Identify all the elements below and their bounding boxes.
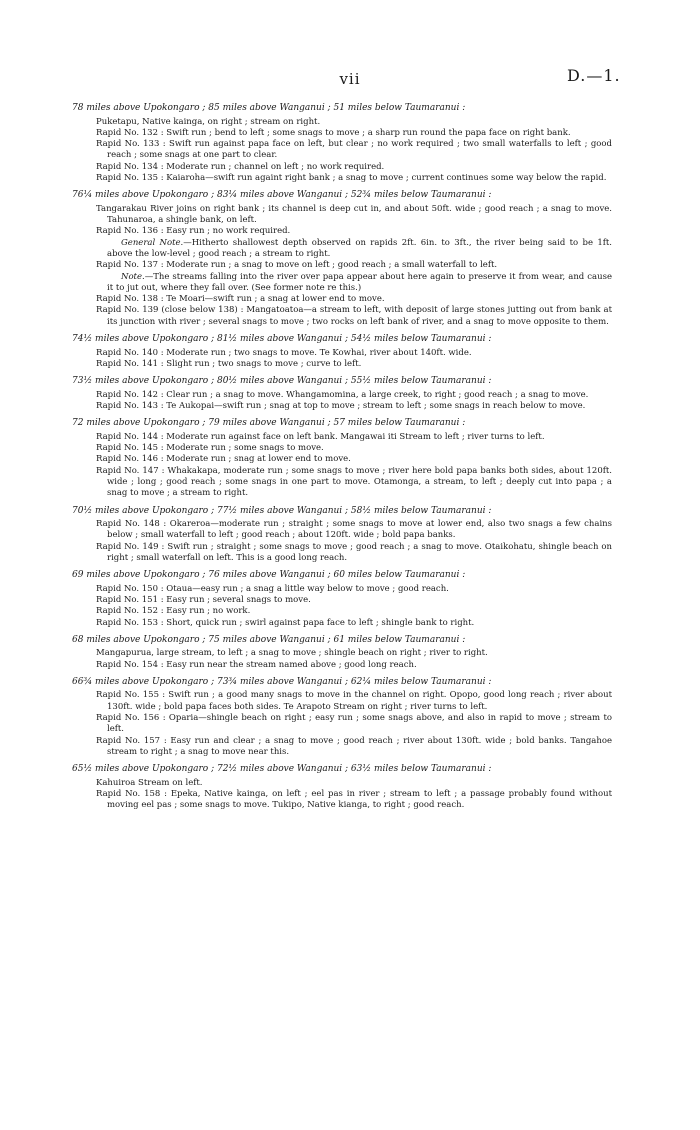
list-item: Rapid No. 150 : Otaua—easy run ; a snag a little way below to move ; good reach.	[96, 583, 449, 594]
list-item: Rapid No. 149 : Swift run ; straight ; some snags to move ; good reach ; a snag to move. Otaikohatu, shingle beach on right ; small waterfall on left. This is a good long reach.	[96, 541, 612, 563]
section-heading: 66¾ miles above Upokongaro ; 73¾ miles above Wanganui ; 62¼ miles below Taumaranui :	[72, 676, 492, 687]
list-item: Rapid No. 135 : Kaiaroha—swift run againt right bank ; a snag to move ; current continues some way below the rapid.	[96, 172, 607, 183]
section-73-miles	[72, 375, 612, 412]
list-item: Mangapurua, large stream, to left ; a snag to move ; shingle beach on right ; river to right.	[96, 648, 488, 659]
section-66-miles	[72, 676, 612, 758]
list-item: Rapid No. 158 : Epeka, Native kainga, on left ; eel pas in river ; stream to left ; a passage probably found without moving eel pas ; some snags to move. Tukipo, Native kianga, to right ; good reach.	[96, 789, 612, 811]
list-item: Rapid No. 155 : Swift run ; a good many snags to move in the channel on right. Opopo, good long reach ; river about 130ft. wide ; bold papa faces both sides. Te Arapoto Stream on right ; river turns to left.	[96, 690, 612, 712]
note	[96, 272, 612, 295]
section-70-miles	[72, 505, 612, 565]
list-item: Rapid No. 156 : Oparia—shingle beach on right ; easy run ; some snags above, and also in rapid to move ; stream to left.	[96, 713, 612, 735]
list-item: Rapid No. 136 : Easy run ; no work required.	[96, 226, 291, 237]
list-item: Rapid No. 143 : Te Aukopai—swift run ; snag at top to move ; stream to left ; some snags in reach below to move.	[96, 400, 586, 411]
list-item: Rapid No. 141 : Slight run ; two snags to move ; curve to left.	[96, 358, 362, 369]
list-item: Kahuiroa Stream on left.	[96, 777, 203, 788]
general-note	[96, 238, 612, 261]
document-body	[72, 102, 612, 817]
list-item: Rapid No. 137 : Moderate run ; a snag to move on left ; good reach ; a small waterfall to left.	[96, 260, 498, 271]
list-item: Rapid No. 154 : Easy run near the stream named above ; good long reach.	[96, 659, 417, 670]
section-heading: 65½ miles above Upokongaro ; 72½ miles above Wanganui ; 63½ miles below Taumaranui :	[72, 764, 492, 775]
list-item: Tangarakau River joins on right bank ; its channel is deep cut in, and about 50ft. wide ; good reach ; a snag to move. Tahunaroa, a shingle bank, on left.	[96, 203, 612, 226]
list-item: Rapid No. 134 : Moderate run ; channel on left ; no work required.	[96, 161, 385, 172]
section-78-miles	[72, 102, 612, 184]
list-item: Rapid No. 133 : Swift run against papa face on left, but clear ; no work required ; two small waterfalls to left ; good reach ; some snags at one part to clear.	[96, 139, 612, 161]
section-74-miles	[72, 333, 612, 370]
list-item: Rapid No. 147 : Whakakapa, moderate run ; some snags to move ; river here bold papa banks both sides, about 120ft. wide ; long ; good reach ; some snags in one part to move. Otamonga, a stream, to left ; deeply cut into papa ; a snag to move ; a stream to right.	[96, 465, 612, 499]
page-number: vii	[339, 70, 361, 88]
document-code: D.—1.	[567, 66, 621, 85]
section-68-miles	[72, 634, 612, 671]
section-heading: 73½ miles above Upokongaro ; 80½ miles above Wanganui ; 55½ miles below Taumaranui :	[72, 376, 492, 387]
general-note-label: General Note.	[121, 237, 184, 248]
section-72-miles	[72, 417, 612, 499]
note-label: Note.	[121, 271, 145, 282]
section-76-miles	[72, 189, 612, 328]
list-item: Rapid No. 138 : Te Moari—swift run ; a snag at lower end to move.	[96, 294, 385, 305]
list-item: Rapid No. 146 : Moderate run ; snag at lower end to move.	[96, 454, 351, 465]
section-65-miles	[72, 763, 612, 811]
section-heading: 70½ miles above Upokongaro ; 77½ miles above Wanganui ; 58½ miles below Taumaranui :	[72, 505, 492, 516]
section-heading: 72 miles above Upokongaro ; 79 miles above Wanganui ; 57 miles below Taumaranui :	[72, 418, 466, 429]
list-item: Rapid No. 139 (close below 138) : Mangatoatoa—a stream to left, with deposit of large stones jutting out from bank at its junction with river ; several snags to move ; two rocks on left bank of river, and a snag to move opposite to them.	[96, 305, 612, 327]
list-item: Rapid No. 152 : Easy run ; no work.	[96, 606, 251, 617]
list-item: Rapid No. 145 : Moderate run ; some snags to move.	[96, 443, 324, 454]
section-heading: 74½ miles above Upokongaro ; 81½ miles above Wanganui ; 54½ miles below Taumaranui :	[72, 334, 492, 345]
section-heading: 68 miles above Upokongaro ; 75 miles above Wanganui ; 61 miles below Taumaranui :	[72, 634, 466, 645]
list-item: Rapid No. 144 : Moderate run against face on left bank. Mangawai iti Stream to left ; river turns to left.	[96, 431, 545, 442]
section-heading: 76¼ miles above Upokongaro ; 83¼ miles above Wanganui ; 52¾ miles below Taumaranui :	[72, 190, 492, 201]
list-item: Rapid No. 140 : Moderate run ; two snags to move. Te Kowhai, river about 140ft. wide.	[96, 347, 472, 358]
list-item: Rapid No. 142 : Clear run ; a snag to move. Whangamomina, a large creek, to right ; good reach ; a snag to move.	[96, 389, 589, 400]
general-note-text: —Hitherto shallowest depth observed on rapids 2ft. 6in. to 3ft., the river being said to be 1ft. above the low-level ; good reach ; a stream to right.	[107, 237, 612, 259]
section-heading: 78 miles above Upokongaro ; 85 miles above Wanganui ; 51 miles below Taumaranui :	[72, 103, 466, 113]
list-item: Rapid No. 132 : Swift run ; bend to left ; some snags to move ; a sharp run round the papa face on right bank.	[96, 127, 571, 138]
list-item: Puketapu, Native kainga, on right ; stream on right.	[96, 116, 321, 127]
list-item: Rapid No. 153 : Short, quick run ; swirl against papa face to left ; shingle bank to right.	[96, 617, 475, 628]
list-item: Rapid No. 157 : Easy run and clear ; a snag to move ; good reach ; river about 130ft. wide ; bold banks. Tangahoe stream to right ; a snag to move near this.	[96, 735, 612, 757]
note-text: —The streams falling into the river over papa appear about here again to preserve it from wear, and cause it to jut out, where they fall over. (See former note re this.)	[107, 271, 612, 293]
section-69-miles	[72, 569, 612, 629]
list-item: Rapid No. 151 : Easy run ; several snags to move.	[96, 595, 311, 605]
section-heading: 69 miles above Upokongaro ; 76 miles above Wanganui ; 60 miles below Taumaranui :	[72, 570, 466, 581]
list-item: Rapid No. 148 : Okareroa—moderate run ; straight ; some snags to move at lower end, also two snags a few chains below ; small waterfall to left ; good reach ; about 120ft. wide ; bold papa banks.	[96, 519, 612, 541]
